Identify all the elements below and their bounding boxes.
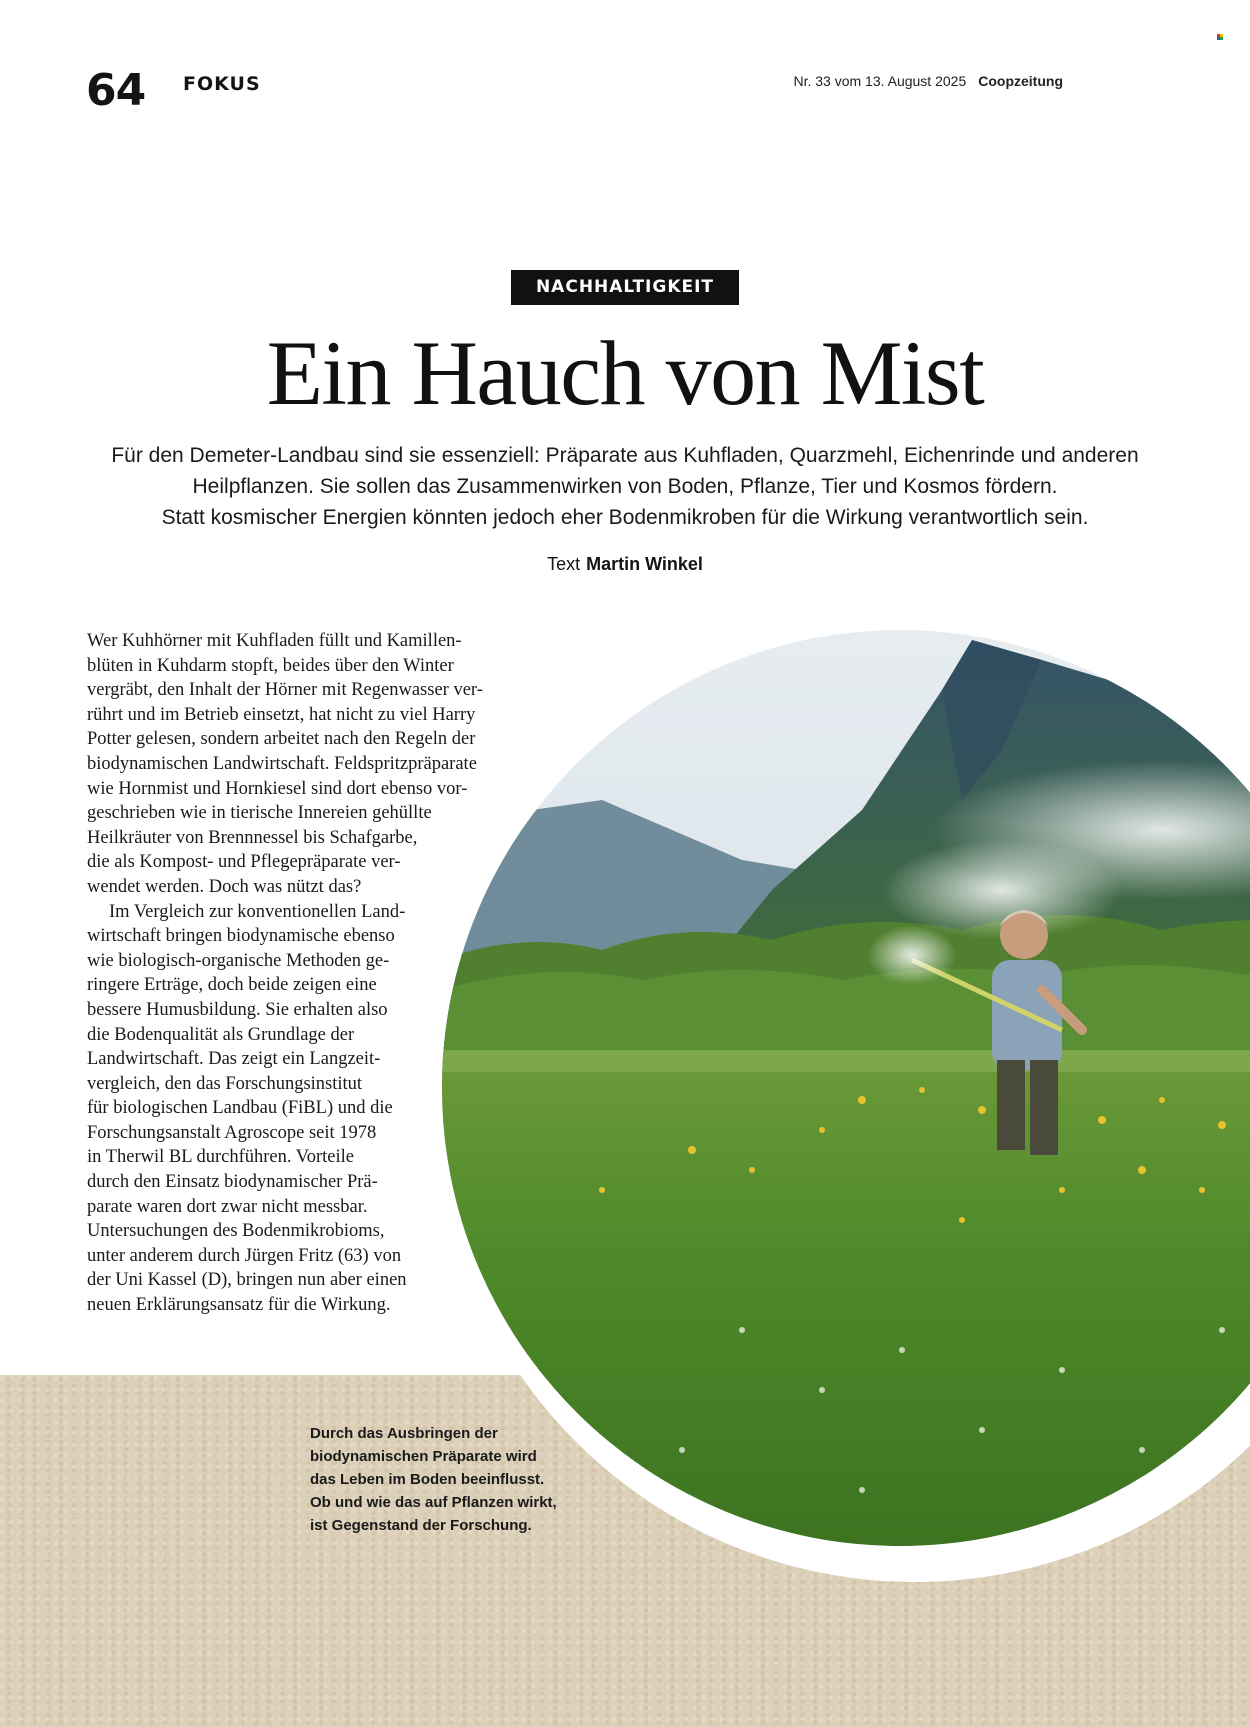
body-line: in Therwil BL durchführen. Vorteile — [87, 1147, 354, 1168]
body-line: bessere Humusbildung. Sie erhalten also — [87, 999, 388, 1020]
body-line: rührt und im Betrieb einsetzt, hat nicht zu viel Harry — [87, 704, 476, 725]
body-line: ringere Erträge, doch beide zeigen eine — [87, 975, 377, 996]
article-body — [87, 629, 547, 1318]
body-line: Forschungsanstalt Agroscope seit 1978 — [87, 1122, 377, 1143]
byline — [0, 554, 1250, 575]
caption-line: Durch das Ausbringen der — [310, 1425, 498, 1442]
body-line: die als Kompost- und Pflegepräparate ver- — [87, 852, 401, 873]
body-line: Potter gelesen, sondern arbeitet nach den Regeln der — [87, 729, 476, 750]
body-line: wie biologisch-organische Methoden ge- — [87, 950, 390, 971]
body-line: Im Vergleich zur konventionellen Land- — [109, 901, 406, 922]
issue-date: Nr. 33 vom 13. August 2025 — [793, 73, 967, 89]
photo-caption — [310, 1422, 600, 1537]
caption-line: Ob und wie das auf Pflanzen wirkt, — [310, 1494, 557, 1511]
caption-line: ist Gegenstand der Forschung. — [310, 1517, 532, 1534]
lead-line: Heilpflanzen. Sie sollen das Zusammenwirken von Boden, Pflanze, Tier und Kosmos fördern. — [192, 475, 1058, 498]
article-lead — [60, 440, 1190, 533]
caption-line: das Leben im Boden beeinflusst. — [310, 1471, 545, 1488]
publication-name: Coopzeitung — [978, 73, 1063, 89]
body-line: blüten in Kuhdarm stopft, beides über den Winter — [87, 655, 454, 676]
lead-line: Für den Demeter-Landbau sind sie essenziell: Präparate aus Kuhfladen, Quarzmehl, Eichenrinde und anderen — [111, 444, 1139, 467]
body-line: der Uni Kassel (D), bringen nun aber einen — [87, 1270, 407, 1291]
caption-line: biodynamischen Präparate wird — [310, 1448, 537, 1465]
body-line: die Bodenqualität als Grundlage der — [87, 1024, 355, 1045]
body-line: wie Hornmist und Hornkiesel sind dort ebenso vor- — [87, 778, 468, 799]
body-line: vergleich, den das Forschungsinstitut — [87, 1073, 363, 1094]
body-line: wendet werden. Doch was nützt das? — [87, 876, 362, 897]
body-line: durch den Einsatz biodynamischer Prä- — [87, 1172, 378, 1193]
body-line: neuen Erklärungsansatz für die Wirkung. — [87, 1295, 391, 1316]
body-line: parate waren dort zwar nicht messbar. — [87, 1196, 368, 1217]
body-line: wirtschaft bringen biodynamische ebenso — [87, 926, 395, 947]
kicker-badge: NACHHALTIGKEIT — [511, 270, 739, 305]
body-line: geschrieben wie in tierische Innereien gehüllte — [87, 803, 432, 824]
page-number: 64 — [86, 65, 146, 116]
body-line: Landwirtschaft. Das zeigt ein Langzeit- — [87, 1049, 381, 1070]
body-line: für biologischen Landbau (FiBL) und die — [87, 1098, 393, 1119]
body-line: Untersuchungen des Bodenmikrobioms, — [87, 1221, 385, 1242]
issue-info — [793, 73, 1063, 89]
body-line: vergräbt, den Inhalt der Hörner mit Regenwasser ver- — [87, 680, 483, 701]
article-title: Ein Hauch von Mist — [266, 322, 984, 424]
byline-label: Text — [547, 554, 581, 574]
body-line: unter anderem durch Jürgen Fritz (63) von — [87, 1245, 402, 1266]
lead-line: Statt kosmischer Energien könnten jedoch eher Bodenmikroben für die Wirkung verantwortlich sein. — [161, 506, 1089, 529]
body-line: Wer Kuhhörner mit Kuhfladen füllt und Kamillen- — [87, 631, 462, 651]
section-label: FOKUS — [183, 73, 261, 95]
author-name: Martin Winkel — [586, 554, 703, 574]
print-color-mark — [1217, 34, 1224, 41]
body-line: Heilkräuter von Brennnessel bis Schafgarbe, — [87, 827, 418, 848]
body-line: biodynamischen Landwirtschaft. Feldspritzpräparate — [87, 753, 477, 774]
